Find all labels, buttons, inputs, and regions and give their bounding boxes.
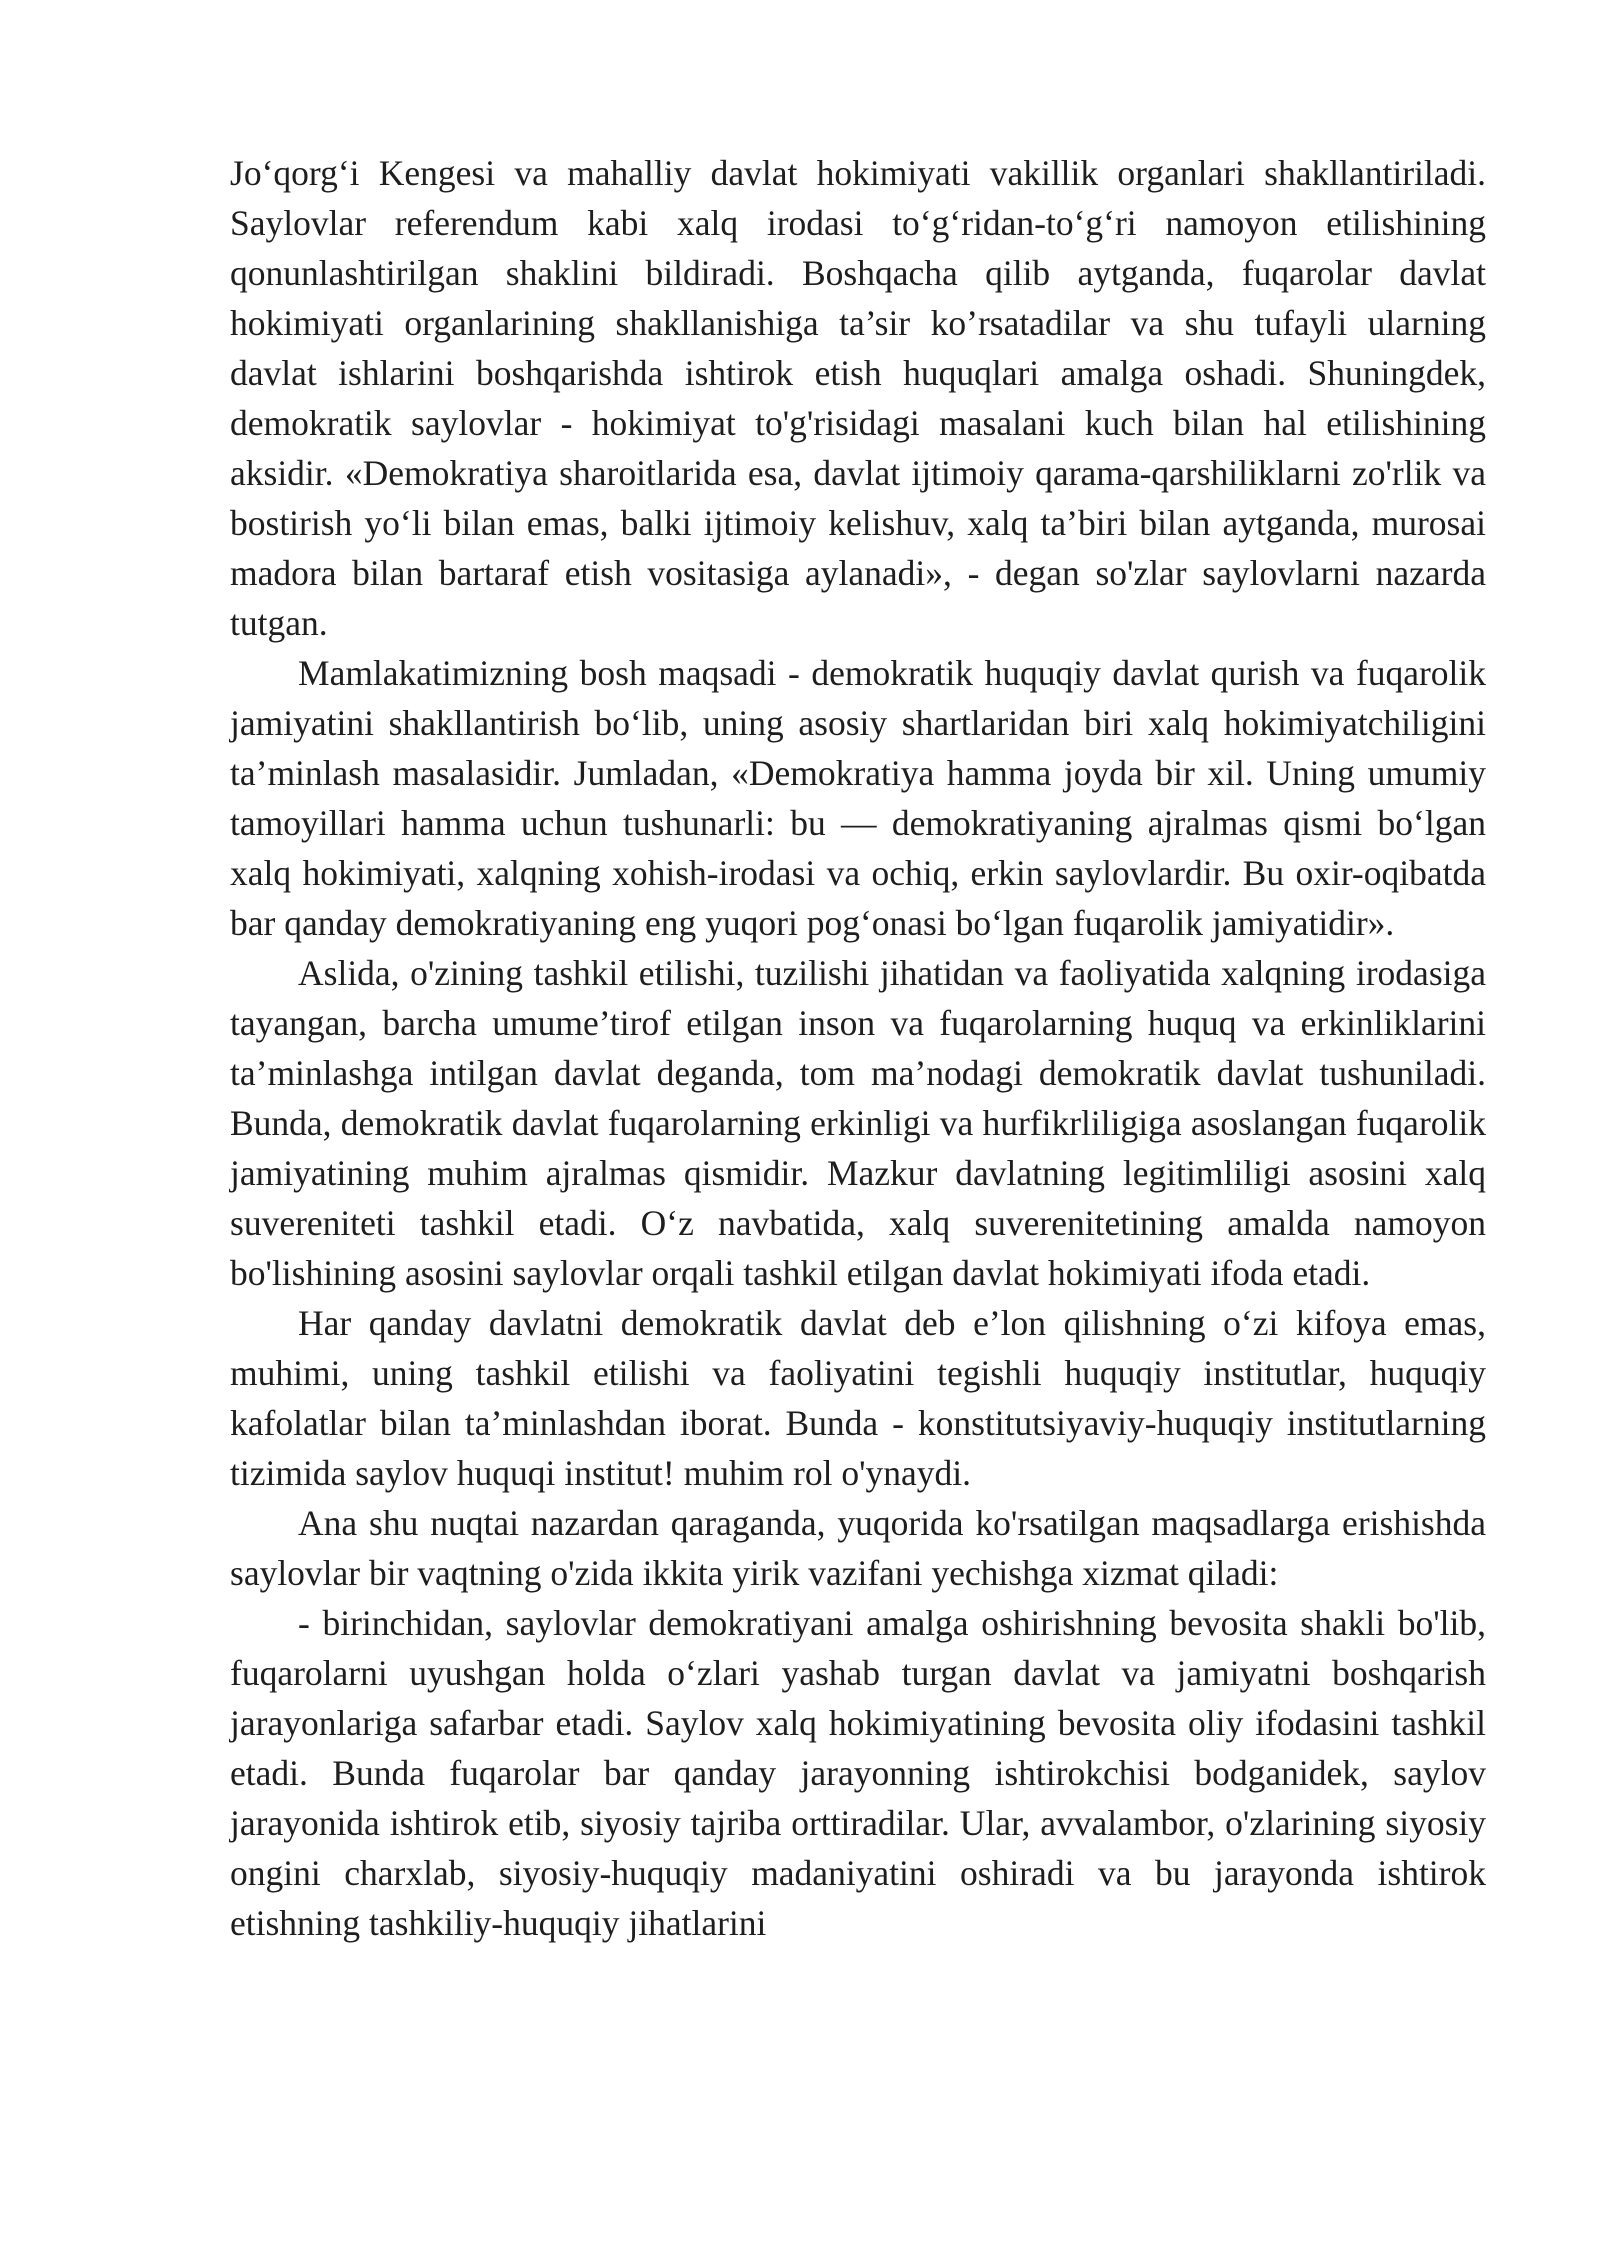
paragraph-2: Mamlakatimizning bosh maqsadi - demokratik huquqiy davlat qurish va fuqarolik jamiyatini shakllantirish bo‘lib, uning asosiy shartlaridan biri xalq hokimiyatchiligini ta’minlash masalasidir. Jumladan, «Demokratiya hamma joyda bir xil. Uning umumiy tamoyillari hamma uchun tushunarli: bu — demokratiyaning ajralmas qismi bo‘lgan xalq hokimiyati, xalqning xohish-irodasi va ochiq, erkin saylovlardir. Bu oxir-oqibatda bar qanday demokratiyaning eng yuqori pog‘onasi bo‘lgan fuqarolik jamiyatidir». bbox=[230, 653, 1486, 943]
paragraph-4: Har qanday davlatni demokratik davlat deb e’lon qilishning o‘zi kifoya emas, muhimi, uning tashkil etilishi va faoliyatini tegishli huquqiy institutlar, huquqiy kafolatlar bilan ta’minlashdan iborat. Bunda - konstitutsiyaviy-huquqiy institutlarning tizimida saylov huquqi institut! muhim rol o'ynaydi. bbox=[230, 1303, 1486, 1493]
document-page bbox=[230, 148, 1486, 1948]
paragraph-5: Ana shu nuqtai nazardan qaraganda, yuqorida ko'rsatilgan maqsadlarga erishishda saylovlar bir vaqtning o'zida ikkita yirik vazifani yechishga xizmat qiladi: bbox=[230, 1503, 1486, 1593]
paragraph-1: Jo‘qorg‘i Kengesi va mahalliy davlat hokimiyati vakillik organlari shakllantiriladi. Saylovlar referendum kabi xalq irodasi to‘g‘ridan-to‘g‘ri namoyon etilishining qonunlashtirilgan shaklini bildiradi. Boshqacha qilib aytganda, fuqarolar davlat hokimiyati organlarining shakllanishiga ta’sir ko’rsatadilar va shu tufayli ularning davlat ishlarini boshqarishda ishtirok etish huquqlari amalga oshadi. Shuningdek, demokratik saylovlar - hokimiyat to'g'risidagi masalani kuch bilan hal etilishining aksidir. «Demokratiya sharoitlarida esa, davlat ijtimoiy qarama-qarshiliklarni zo'rlik va bostirish yo‘li bilan emas, balki ijtimoiy kelishuv, xalq ta’biri bilan aytganda, murosai madora bilan bartaraf etish vositasiga aylanadi», - degan so'zlar saylovlarni nazarda tutgan. bbox=[230, 153, 1486, 643]
paragraph-3: Aslida, o'zining tashkil etilishi, tuzilishi jihatidan va faoliyatida xalqning irodasiga tayangan, barcha umume’tirof etilgan inson va fuqarolarning huquq va erkinliklarini ta’minlashga intilgan davlat deganda, tom ma’nodagi demokratik davlat tushuniladi. Bunda, demokratik davlat fuqarolarning erkinligi va hurfikrliligiga asoslangan fuqarolik jamiyatining muhim ajralmas qismidir. Mazkur davlatning legitimliligi asosini xalq suvereniteti tashkil etadi. O‘z navbatida, xalq suverenitetining amalda namoyon bo'lishining asosini saylovlar orqali tashkil etilgan davlat hokimiyati ifoda etadi. bbox=[230, 953, 1486, 1293]
paragraph-6: - birinchidan, saylovlar demokratiyani amalga oshirishning bevosita shakli bo'lib, fuqarolarni uyushgan holda o‘zlari yashab turgan davlat va jamiyatni boshqarish jarayonlariga safarbar etadi. Saylov xalq hokimiyatining bevosita oliy ifodasini tashkil etadi. Bunda fuqarolar bar qanday jarayonning ishtirokchisi bodganidek, saylov jarayonida ishtirok etib, siyosiy tajriba orttiradilar. Ular, avvalambor, o'zlarining siyosiy ongini charxlab, siyosiy-huquqiy madaniyatini oshiradi va bu jarayonda ishtirok etishning tashkiliy-huquqiy jihatlarini bbox=[230, 1603, 1486, 1943]
